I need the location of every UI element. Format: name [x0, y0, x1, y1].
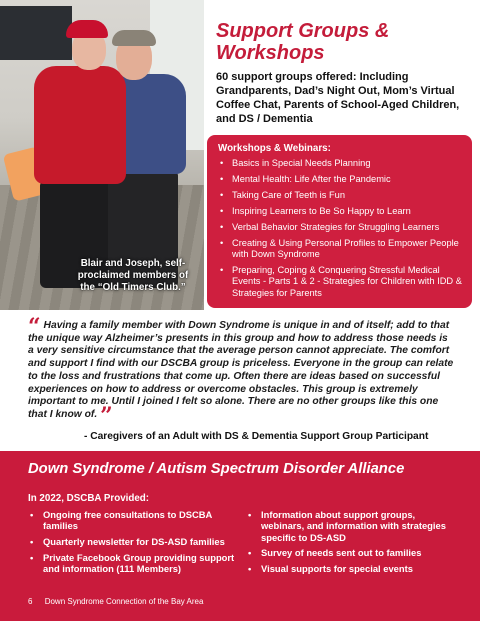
workshop-item: • Taking Care of Teeth is Fun: [218, 190, 464, 201]
workshop-item: • Creating & Using Personal Profiles to Empower People with Down Syndrome: [218, 238, 464, 260]
footer-org-name: Down Syndrome Connection of the Bay Area: [44, 597, 204, 606]
workshop-item: • Mental Health: Life After the Pandemic: [218, 174, 464, 185]
alliance-provided-heading: In 2022, DSCBA Provided:: [28, 493, 150, 504]
testimonial-quote: [28, 314, 456, 429]
close-quote-mark: ”: [100, 402, 113, 429]
alliance-title: Down Syndrome / Autism Spectrum Disorder Alliance: [28, 461, 405, 477]
alliance-item: • Private Facebook Group providing support and information (111 Members): [28, 552, 240, 575]
alliance-list-right: [246, 509, 460, 579]
page-number: 6: [28, 597, 33, 606]
photo-person-blair-cap: [66, 20, 108, 38]
alliance-section: [0, 451, 480, 621]
quote-attribution: - Caregivers of an Adult with DS & Dementia Support Group Participant: [84, 431, 429, 442]
workshops-box: [207, 135, 472, 308]
group-photo: [0, 0, 204, 310]
photo-person-joseph-hair: [112, 30, 156, 46]
alliance-item: • Information about support groups, webinars, and information with strategies specific to DS-ASD: [246, 509, 460, 543]
support-groups-intro: 60 support groups offered: Including Grandparents, Dad’s Night Out, Mom’s Virtual Coffee Chat, Parents of School-Aged Children, and DS / Dementia: [216, 71, 460, 125]
workshop-item: • Basics in Special Needs Planning: [218, 158, 464, 169]
page-footer: [28, 597, 203, 607]
alliance-list-left: [28, 509, 240, 579]
workshop-item: • Inspiring Learners to Be So Happy to Learn: [218, 206, 464, 217]
photo-caption: Blair and Joseph, self-proclaimed members of the “Old Timers Club.”: [77, 258, 189, 293]
photo-background-tv: [0, 6, 72, 60]
alliance-item: • Visual supports for special events: [246, 563, 460, 574]
alliance-item: • Ongoing free consultations to DSCBA families: [28, 509, 240, 532]
open-quote-mark: “: [28, 314, 41, 340]
workshop-item: • Verbal Behavior Strategies for Struggling Learners: [218, 222, 464, 233]
workshop-item: • Preparing, Coping & Conquering Stressful Medical Events - Parts 1 & 2 - Strategies for Children with IDD & Strategies for Parents: [218, 265, 464, 299]
alliance-item: • Survey of needs sent out to families: [246, 547, 460, 558]
alliance-item: • Quarterly newsletter for DS-ASD families: [28, 536, 240, 547]
photo-person-blair-body: [34, 66, 126, 184]
support-groups-title: Support Groups & Workshops: [216, 20, 390, 64]
workshops-list: [218, 158, 464, 299]
quote-text: Having a family member with Down Syndrome is unique in and of itself; add to that the unique way Alzheimer’s presents in this group and how to address those needs is a very sensitive circumstance that the average person cannot appreciate. The comfort and support I find with our DSCBA group is priceless. Everyone in the group can relate to the loss and frustrations that come up. Often there are ideas based on successful experiences on how to address or overcome obstacles. This group is extremely important to me. Until I joined I felt so alone. There are no other groups like this one that I know of.: [28, 320, 454, 420]
workshops-heading: Workshops & Webinars:: [218, 143, 331, 154]
